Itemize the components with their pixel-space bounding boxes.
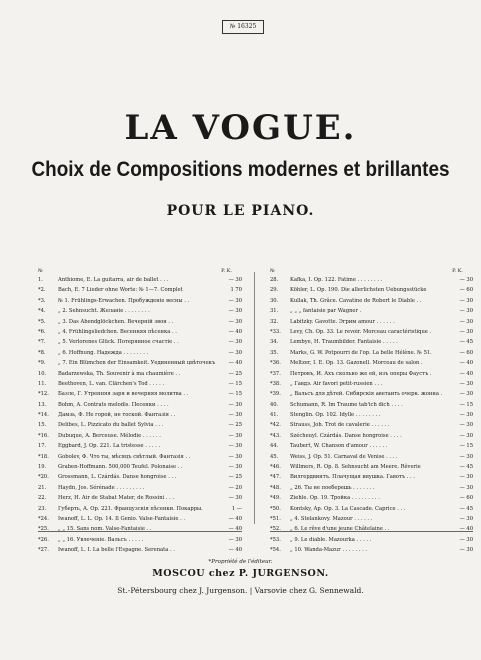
entry-title: „ 6. Hoffnung. Надежда . . . . . . . . [58, 349, 149, 356]
entry-title: Kontsky, Ap. Op. 3. La Cascade. Caprice . . . [290, 505, 406, 512]
catalog-entry [270, 410, 473, 420]
entry-number: *16. [38, 432, 49, 439]
number-header: № [270, 268, 275, 274]
entry-price: — 40 [459, 526, 473, 533]
catalog-entry [270, 483, 473, 493]
entry-price: — 30 [459, 432, 473, 439]
entry-price: — 30 [228, 432, 242, 439]
entry-number: 17. [38, 443, 47, 450]
entry-number: *9. [38, 360, 46, 367]
entry-title: Iwanoff, L. I. La belle l'Espagne. Serenata . . [58, 547, 175, 554]
entry-title: Marks, G. W. Potpourri de l'op. La belle Hélène. № 51. [290, 349, 432, 356]
catalog-entry [38, 504, 242, 514]
entry-title: Bach, E. 7 Lieder ohne Worte: № 1—7. Complet [58, 287, 183, 294]
entry-number: *50. [270, 505, 281, 512]
entry-price: 1 — [231, 505, 242, 512]
catalog-entry [270, 441, 473, 451]
entry-price: — 25 [228, 370, 242, 377]
entry-title: Levy, Ch. Op. 33. Le revoir. Morceau caractéristique . [290, 328, 432, 335]
catalog-entry [38, 369, 242, 379]
entry-price: — 30 [228, 536, 242, 543]
catalog-entry [270, 337, 473, 347]
catalog-entry [270, 327, 473, 337]
entry-number: *2. [38, 287, 46, 294]
entry-title: Lembye, H. Traumbilder. Fantaisie . . . . . [290, 339, 398, 346]
entry-title: Taubert, W. Chanson d'amour . . . . . . [290, 443, 388, 450]
entry-price: — 40 [459, 360, 473, 367]
entry-price: — 30 [228, 443, 242, 450]
entry-number: 40. [270, 401, 279, 408]
entry-price: — 25 [228, 474, 242, 481]
entry-number: *53. [270, 536, 281, 543]
catalog-entry [270, 504, 473, 514]
catalog-entry [38, 327, 242, 337]
entry-price: — 30 [459, 318, 473, 325]
collection-subtitle: Choix de Compositions modernes et brillantes [31, 158, 450, 181]
entry-number: *47. [270, 474, 281, 481]
entry-number: *49. [270, 495, 281, 502]
entry-title: Bohm, A. Contrats melodis. Песенки . . . . [58, 401, 169, 408]
entry-number: *5. [38, 318, 46, 325]
entry-title: Губерть, А. Op. 221. Французскія пѣсенки. Покарры. [58, 505, 203, 512]
entry-price: — 30 [228, 339, 242, 346]
entry-price: — 30 [459, 412, 473, 419]
entry-title: Anthiome, E. La guitarra, air de ballet . . . [58, 277, 169, 283]
catalog-entry [38, 379, 242, 389]
catalog-entry [270, 431, 473, 441]
entry-price: — 30 [228, 401, 242, 408]
entry-title: Haydn, Jos. Sérénade . . . . . . . . . [58, 484, 145, 491]
entry-number: *4. [38, 308, 46, 315]
entry-price: — 30 [459, 297, 473, 304]
entry-price: — 60 [459, 495, 473, 502]
entry-title: Dubuque, A. Berceuse. Mélodie . . . . . . [58, 432, 161, 439]
entry-title: Ziehle. Op. 19. Тройка . . . . . . . . . [290, 495, 380, 502]
entry-number: 11. [38, 380, 47, 387]
entry-price: — 15 [459, 401, 473, 408]
entry-number: *25. [38, 526, 49, 533]
column-end-rule [270, 531, 473, 532]
entry-price: — 30 [459, 380, 473, 387]
price-header: P. K. [452, 268, 463, 274]
property-footnote: *Propriété de l'éditeur. [208, 559, 273, 565]
publisher-line: MOSCOU chez P. JURGENSON. [152, 568, 329, 579]
entry-number: *39. [270, 391, 281, 398]
entry-price: — 30 [228, 297, 242, 304]
entry-title: Graben-Hoffmann. 500,000 Teufel. Polonaise . . [58, 464, 183, 471]
entry-title: Willmers, R. Op. 8. Sehnsucht am Meere. Rêverie [290, 464, 421, 471]
entry-price: 1 70 [230, 287, 242, 294]
catalog-entry [270, 452, 473, 462]
entry-number: 28. [270, 277, 279, 283]
entry-price: — 40 [228, 526, 242, 533]
entry-price: — 25 [228, 422, 242, 429]
entry-number: 34. [270, 339, 279, 346]
entry-number: *24. [38, 515, 49, 522]
catalog-entry [270, 545, 473, 555]
catalog-entry [270, 358, 473, 368]
right-entry-list [270, 275, 473, 556]
entry-number: *26. [38, 536, 49, 543]
catalog-entry [270, 535, 473, 545]
catalog-entry [38, 285, 242, 295]
entry-number: 13. [38, 401, 47, 408]
catalog-entry [38, 452, 242, 462]
column-divider [254, 272, 255, 524]
catalog-entry [38, 348, 242, 358]
entry-title: Delibes, L. Pizzicato du ballet Sylvia . . . [58, 422, 164, 429]
catalog-entry [38, 514, 242, 524]
entry-title: Badarzewska, Th. Souvenir à ma chaumière . . [58, 370, 181, 377]
entry-title: Stenglin. Op. 102. Idylle . . . . . . . . [290, 412, 381, 419]
catalog-entry [270, 514, 473, 524]
entry-title: Herz, H. Air de Stabat Mater, de Rossini . . . [58, 495, 175, 502]
entry-number: 35. [270, 349, 279, 356]
entry-number: *8. [38, 349, 46, 356]
entry-number: 23. [38, 505, 47, 512]
entry-price: — 15 [228, 380, 242, 387]
entry-price: — 30 [459, 308, 473, 315]
entry-price: — 30 [459, 484, 473, 491]
entry-price: — 30 [228, 464, 242, 471]
entry-number: *52. [270, 526, 281, 533]
plate-number: № 16325 [222, 20, 264, 34]
catalog-entry [270, 348, 473, 358]
catalog-entry [38, 441, 242, 451]
entry-price: — 40 [228, 547, 242, 554]
entry-price: — 30 [228, 349, 242, 356]
entry-number: *46. [270, 464, 281, 471]
entry-title: „ 10. Wanda-Mazur . . . . . . . . [290, 547, 368, 554]
right-column-header [270, 268, 473, 275]
entry-number: 44. [270, 443, 279, 450]
entry-title: „ Гавдэ. Air favori petit-russien . . . [290, 380, 383, 387]
entry-title: „ 2. Sehnsucht. Желаніе . . . . . . . . [58, 308, 150, 315]
entry-title: Вилгердвинтъ. Плачущая ивушка. Гавотъ . . . [290, 474, 415, 481]
entry-title: „ 7. Ein Blümchen der Einsamkeit. Уединенный цвѣточекъ [58, 360, 216, 367]
catalog-entry [270, 400, 473, 410]
catalog-entry [270, 389, 473, 399]
entry-price: — 60 [459, 349, 473, 356]
entry-title: Eggbard, J. Op. 221. La tristesse . . . . . [58, 443, 161, 450]
entry-title: Базле, Г. Утренняя заря и вечерняя молитва . . [58, 391, 189, 398]
entry-price: — 30 [459, 422, 473, 429]
entry-title: Iwanoff, L. L. Op. 14. Il Genio. Valse-Fantaisie . . [58, 515, 186, 522]
entry-title: Weiss, J. Op. 51. Carnaval de Venise . . . . [290, 453, 398, 460]
entry-number: *6. [38, 328, 46, 335]
instrument-line: POUR LE PIANO. [166, 203, 315, 219]
entry-number: *12. [38, 391, 49, 398]
catalog-entry [270, 472, 473, 482]
entry-number: *20. [38, 474, 49, 481]
entry-number: 29. [270, 287, 279, 294]
entry-price: — 15 [459, 443, 473, 450]
entry-title: Дамзь, Ф. Не горой, не тоской. Фантазія . . [58, 412, 176, 419]
catalog-entry [270, 524, 473, 534]
entry-number: *37. [270, 370, 281, 377]
catalog-entry [38, 400, 242, 410]
entry-title: Beethoven, L. van. Clärchen's Tod . . . . . [58, 380, 165, 387]
entry-number: 21. [38, 484, 47, 491]
left-entry-list [38, 275, 242, 556]
entry-price: — 40 [228, 515, 242, 522]
entry-price: — 30 [459, 536, 473, 543]
catalog-entry [38, 275, 242, 285]
catalog-entry [38, 493, 242, 503]
entry-title: № 1. Frühlings-Erwachen. Пробужденіе весны . . [58, 297, 190, 304]
entry-title: „ Вальсъ для дѣтей. Сибирскія аветаить очерк. жонна . [290, 391, 443, 398]
left-column-header [38, 268, 242, 275]
entry-title: „ 3. Das Abendglöckchen. Вечерній звон . . [58, 318, 174, 325]
entry-title: Meltzer, I. E. Op. 13. Gazonell. Morceau de salon . [290, 360, 423, 367]
price-header: P. K. [221, 268, 232, 274]
entry-price: — 30 [228, 453, 242, 460]
catalog-entry [270, 317, 473, 327]
entry-price: — 30 [459, 515, 473, 522]
entry-number: 10. [38, 370, 47, 377]
entry-title: Kullak, Th. Grâce. Cavatine de Robert le Diable . . [290, 297, 422, 304]
entry-price: — 30 [459, 391, 473, 398]
entry-title: „ 6. Le rêve d'une jeune Châtelaine . . [290, 526, 390, 533]
entry-price: — 45 [459, 339, 473, 346]
entry-number: *54. [270, 547, 281, 554]
entry-number: 15. [38, 422, 47, 429]
catalog-right-column [270, 268, 473, 556]
catalog-left-column [38, 268, 242, 556]
entry-number: 32. [270, 318, 279, 325]
entry-title: Köhler, L. Op. 190. Die allerlichsten Uebungsstücke [290, 287, 427, 294]
catalog-entry [38, 524, 242, 534]
catalog-entry [38, 306, 242, 316]
entry-title: Grossmann, L. Czárdás. Danse hongroise . . . [58, 474, 177, 481]
entry-title: Петровъ, И. Ахъ сколько же ей, изъ оперы Фаустъ . [290, 370, 432, 377]
catalog-entry [38, 431, 242, 441]
catalog-entry [38, 420, 242, 430]
entry-number: 31. [270, 308, 279, 315]
entry-title: Gobolev, Ф. Что ты, мѣсяцъ свѣтлый. Фантазія . . [58, 453, 191, 460]
entry-price: — 30 [228, 318, 242, 325]
catalog-entry [38, 545, 242, 555]
entry-title: Kafka, I. Op. 122. Fatime . . . . . . . . [290, 277, 383, 283]
entry-number: *42. [270, 422, 281, 429]
entry-number: *51. [270, 515, 281, 522]
entry-number: 1. [38, 277, 43, 283]
catalog-entry [270, 296, 473, 306]
entry-title: „ 5. Verlorenes Glück. Потерянное счастіе . . [58, 339, 179, 346]
entry-number: *48. [270, 484, 281, 491]
catalog-entry [38, 317, 242, 327]
entry-number: 30. [270, 297, 279, 304]
entry-price: — 20 [228, 484, 242, 491]
entry-title: „ „ 15. Sans nom. Valse-Fantaisie . . [58, 526, 152, 533]
entry-number: *27. [38, 547, 49, 554]
entry-number: *36. [270, 360, 281, 367]
catalog-entry [38, 389, 242, 399]
catalog-entry [270, 306, 473, 316]
catalog-entry [38, 337, 242, 347]
entry-price: — 30 [228, 412, 242, 419]
entry-number: *7. [38, 339, 46, 346]
entry-number: 22. [38, 495, 47, 502]
entry-number: 19. [38, 464, 47, 471]
entry-price: — 30 [459, 547, 473, 554]
entry-number: *14. [38, 412, 49, 419]
entry-price: — 30 [459, 453, 473, 460]
entry-price: — 45 [459, 464, 473, 471]
entry-title: „ 9. Le diable. Mazourka . . . . . [290, 536, 372, 543]
catalog-entry [38, 462, 242, 472]
entry-price: — 30 [459, 328, 473, 335]
entry-title: „ „ „ fantaisie par Wagner . [290, 308, 362, 315]
entry-price: — 40 [228, 328, 242, 335]
entry-title: Szécheuyl. Czárdás. Danse hongroise . . . . [290, 432, 402, 439]
entry-price: — 15 [228, 391, 242, 398]
entry-title: Strauss, Joh. Trot de cavalerie . . . . . . [290, 422, 390, 429]
catalog-entry [270, 462, 473, 472]
number-header: № [38, 268, 43, 274]
entry-number: *43. [270, 432, 281, 439]
entry-number: *38. [270, 380, 281, 387]
entry-price: — 40 [459, 370, 473, 377]
entry-title: Schumann, R. Im Traume tab'ich dich . . . . [290, 401, 403, 408]
catalog-entry [270, 379, 473, 389]
catalog-entry [38, 358, 242, 368]
entry-price: — 30 [228, 308, 242, 315]
entry-price: — 40 [228, 360, 242, 367]
entry-price: — 30 [228, 277, 242, 283]
catalog-entry [270, 275, 473, 285]
catalog-entry [38, 410, 242, 420]
entry-number: 41. [270, 412, 279, 419]
catalog-entry [38, 483, 242, 493]
entry-number: *18. [38, 453, 49, 460]
entry-title: „ 26. Ты не поеберешь . . . . . . . [290, 484, 375, 491]
entry-price: — 60 [459, 287, 473, 294]
catalog-entry [270, 420, 473, 430]
column-end-rule [38, 531, 242, 532]
entry-number: *33. [270, 328, 281, 335]
entry-title: Labitzky. Gavotte. Эгрим amour . . . . . . [290, 318, 395, 325]
address-line: St.-Pétersbourg chez J. Jurgenson. | Varsovie chez G. Sennewald. [117, 586, 364, 595]
catalog-entry [38, 296, 242, 306]
collection-title: LA VOGUE. [124, 108, 357, 148]
catalog-entry [38, 535, 242, 545]
entry-price: — 30 [459, 277, 473, 283]
entry-number: 45. [270, 453, 279, 460]
catalog-entry [270, 285, 473, 295]
catalog-entry [38, 472, 242, 482]
entry-title: „ 4. Frühlingsliedchen. Весенняя пѣсенка . . [58, 328, 177, 335]
catalog-entry [270, 369, 473, 379]
entry-title: „ 4. Stelankovy. Mazour . . . . . . [290, 515, 373, 522]
entry-number: *3. [38, 297, 46, 304]
entry-price: — 30 [459, 474, 473, 481]
catalog-entry [270, 493, 473, 503]
entry-price: — 30 [228, 495, 242, 502]
entry-title: „ „ 16. Увлеченіе. Вальсъ . . . . . [58, 536, 144, 543]
entry-price: — 45 [459, 505, 473, 512]
